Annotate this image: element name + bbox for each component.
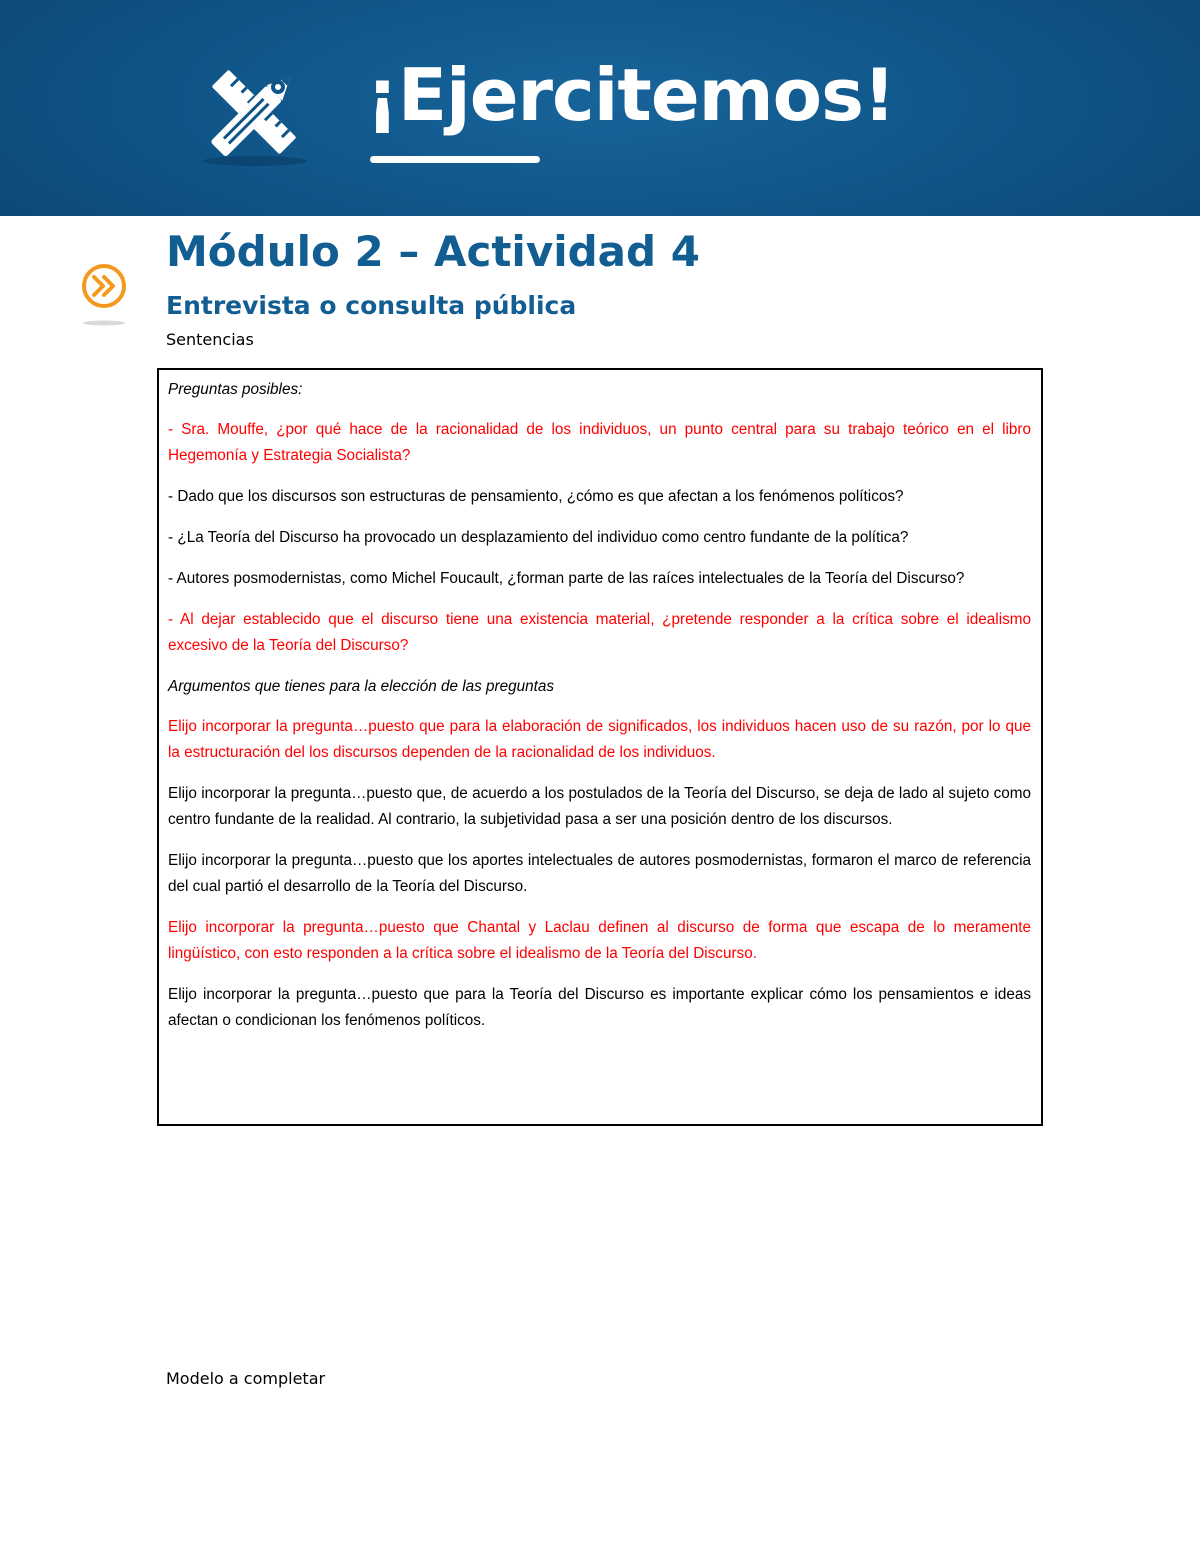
question-item: - ¿La Teoría del Discurso ha provocado un desplazamiento del individuo como centro fundante de la política? [168, 529, 909, 546]
question-item: - Al dejar establecido que el discurso tiene una existencia material, ¿pretende responder a la crítica sobre el idealismo excesivo de la Teoría del Discurso? [168, 611, 1031, 654]
question-item: - Sra. Mouffe, ¿por qué hace de la racionalidad de los individuos, un punto central para su trabajo teórico en el libro Hegemonía y Estrategia Socialista? [168, 421, 1031, 464]
questions-heading: Preguntas posibles: [168, 381, 303, 398]
question-item: - Dado que los discursos son estructuras de pensamiento, ¿cómo es que afectan a los fenómenos políticos? [168, 488, 904, 505]
module-title: Módulo 2 – Actividad 4 [166, 227, 700, 276]
argument-item: Elijo incorporar la pregunta…puesto que los aportes intelectuales de autores posmodernistas, formaron el marco de referencia del cual partió el desarrollo de la Teoría del Discurso. [168, 852, 1031, 895]
questions-box [157, 368, 1043, 1126]
footer-label: Modelo a completar [166, 1369, 326, 1388]
double-chevron-right-icon [76, 262, 132, 328]
arguments-heading: Argumentos que tienes para la elección de las preguntas [168, 678, 555, 695]
activity-subtitle: Entrevista o consulta pública [166, 291, 577, 320]
banner-underline [370, 156, 540, 163]
argument-item: Elijo incorporar la pregunta…puesto que para la Teoría del Discurso es importante explicar cómo los pensamientos e ideas afectan o condicionan los fenómenos políticos. [168, 986, 1031, 1029]
question-item: - Autores posmodernistas, como Michel Foucault, ¿forman parte de las raíces intelectuales de la Teoría del Discurso? [168, 570, 965, 587]
banner-title: ¡Ejercitemos! [366, 53, 895, 137]
section-label: Sentencias [166, 330, 254, 349]
argument-item: Elijo incorporar la pregunta…puesto que para la elaboración de significados, los individuos hacen uso de su razón, por lo que la estructuración del los discursos dependen de la racionalidad de los individuos. [168, 718, 1031, 761]
argument-item: Elijo incorporar la pregunta…puesto que, de acuerdo a los postulados de la Teoría del Discurso, se deja de lado al sujeto como centro fundante de la realidad. Al contrario, la subjetividad pasa a ser una posición dentro de los discursos. [168, 785, 1031, 828]
header-banner [0, 0, 1200, 216]
ruler-pencil-cross-icon [192, 60, 317, 170]
argument-item: Elijo incorporar la pregunta…puesto que Chantal y Laclau definen al discurso de forma que escapa de lo meramente lingüístico, con esto responden a la crítica sobre el idealismo de la Teoría del Discurso. [168, 919, 1031, 962]
